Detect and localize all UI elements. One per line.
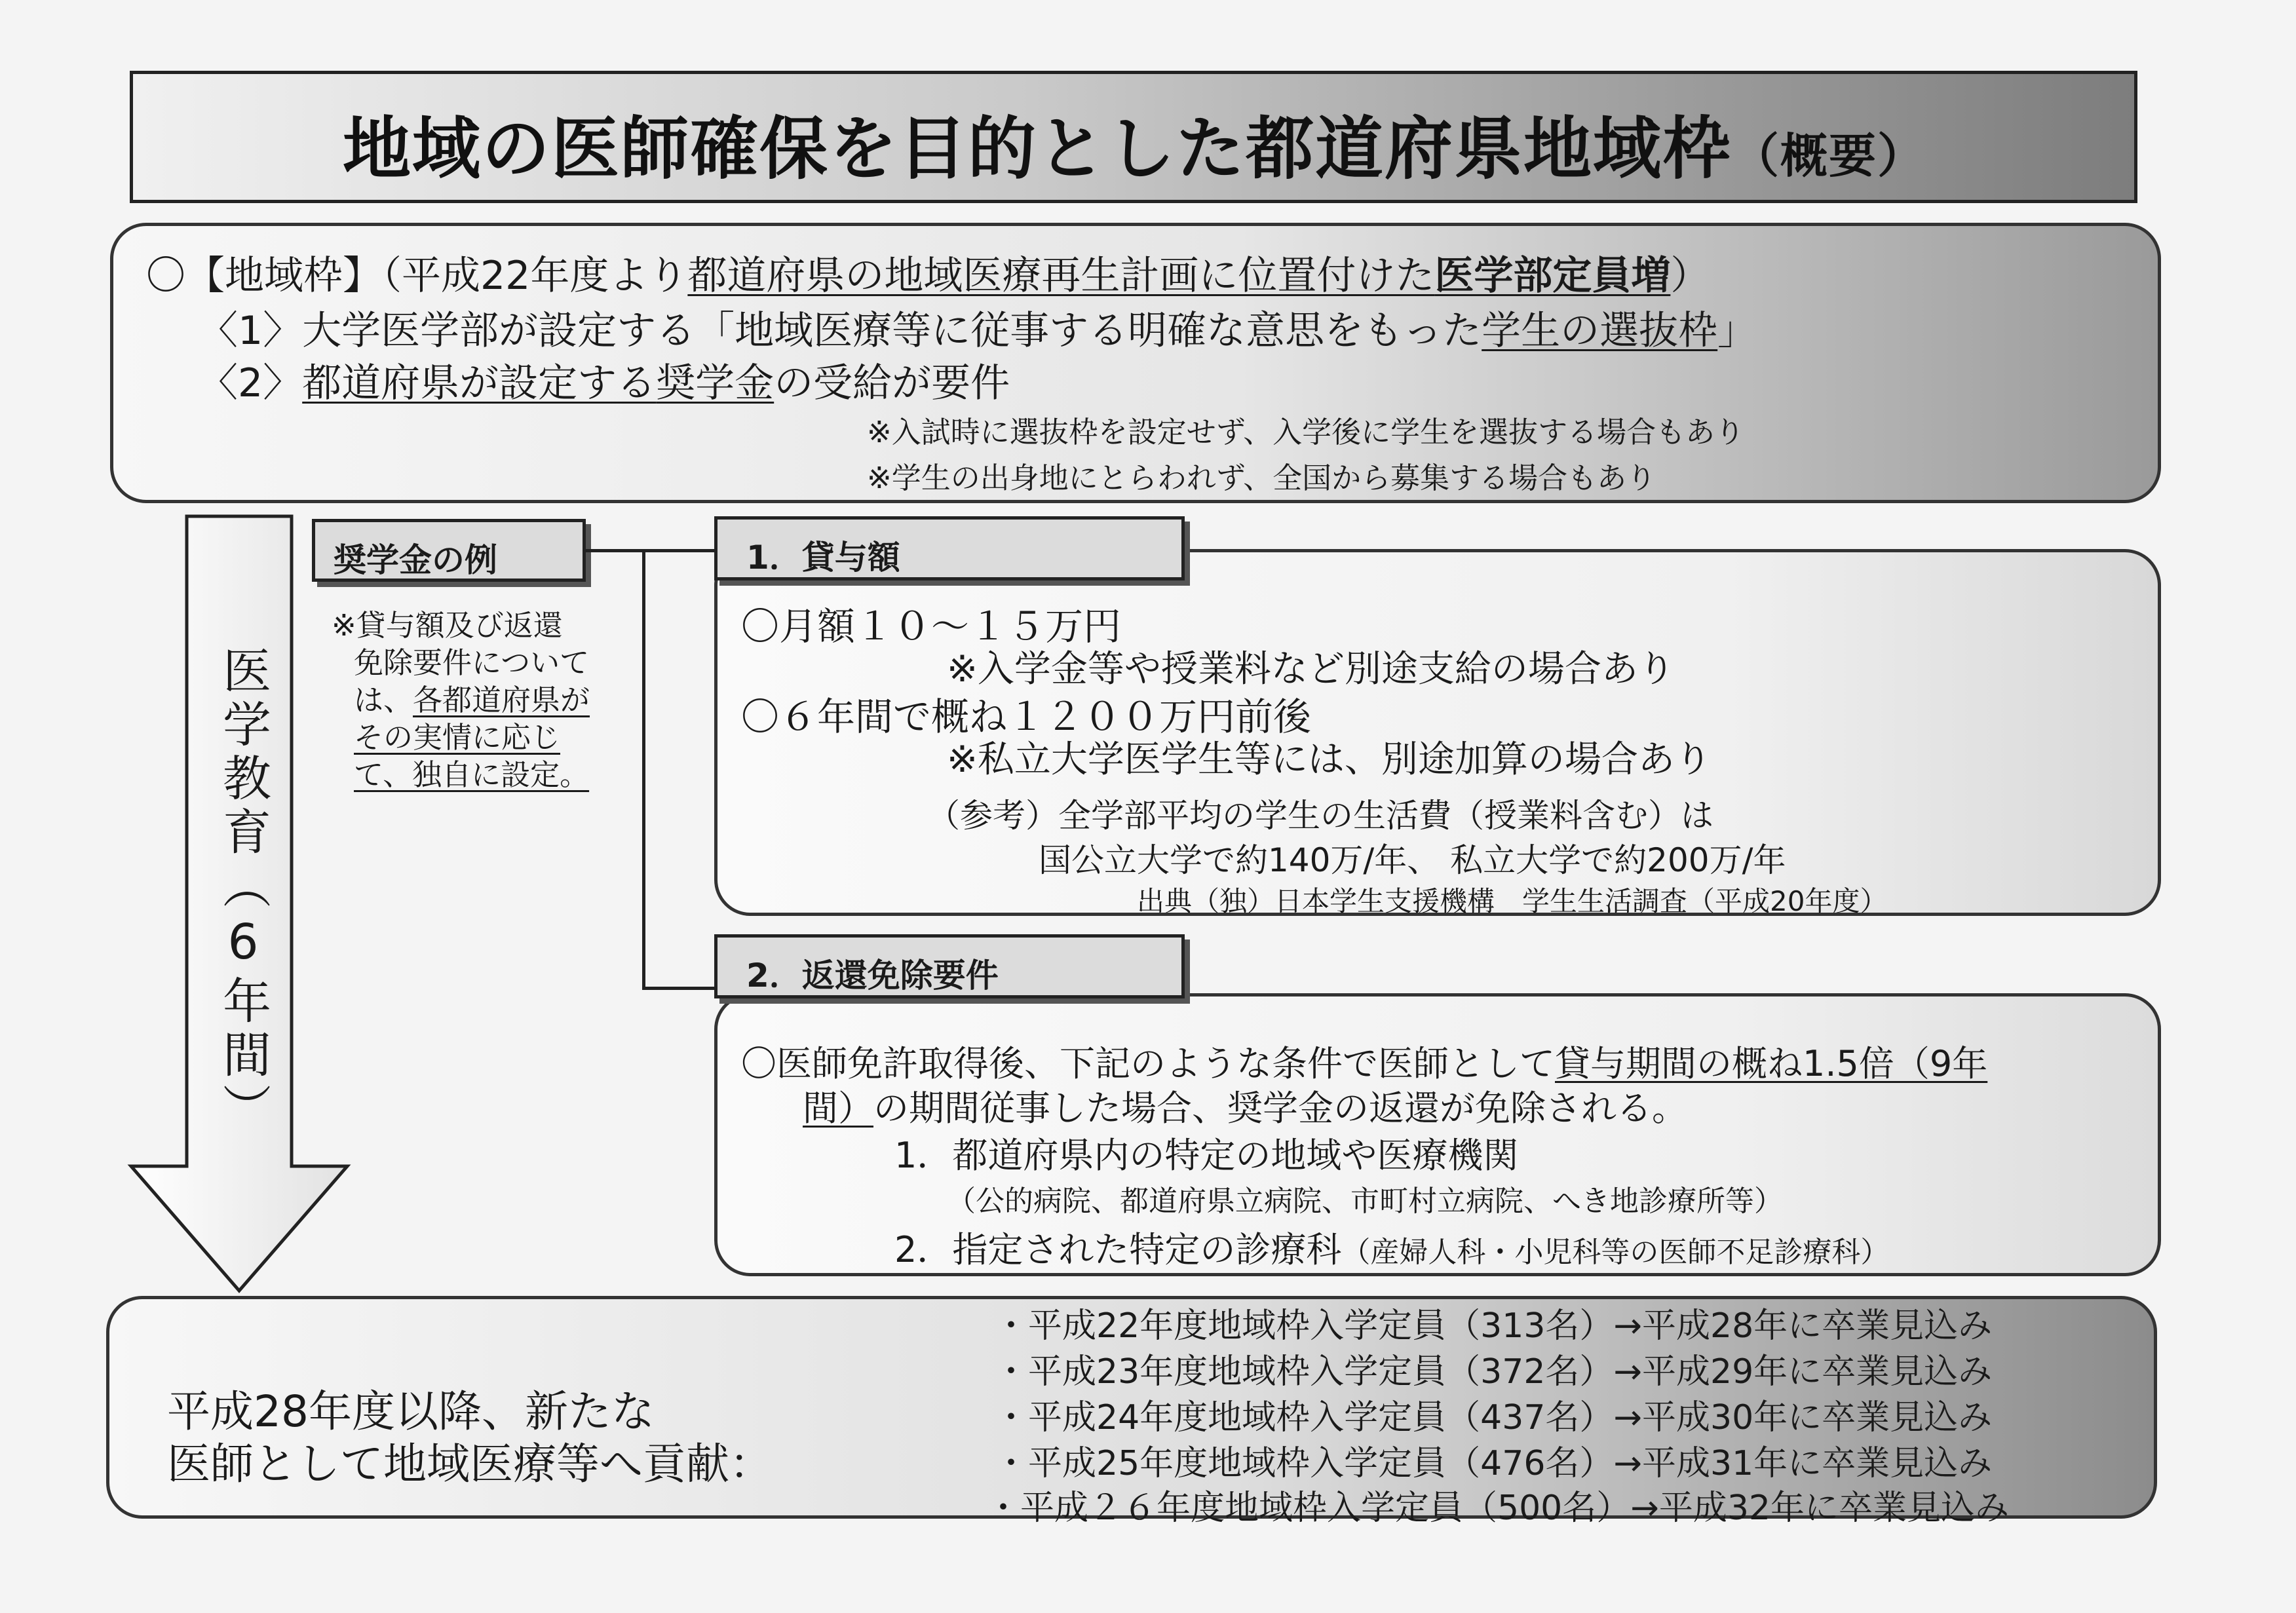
graduation-row: ・平成25年度地域枠入学定員（476名）→平成31年に卒業見込み xyxy=(994,1444,1993,1483)
exemption-line-2: 間）の期間従事した場合、奨学金の返還が免除される。 xyxy=(803,1088,1687,1129)
title-suffix: （概要） xyxy=(1732,128,1926,183)
lending-ref-1: （参考）全学部平均の学生の生活費（授業料含む）は xyxy=(927,797,1713,835)
page-title: 地域の医師確保を目的とした都道府県地域枠（概要） xyxy=(343,109,1926,189)
connector-line-vertical xyxy=(642,549,645,989)
contribution-line-2: 医師として地域医療等へ貢献： xyxy=(167,1439,773,1489)
connector-line-exempt xyxy=(642,987,714,990)
chiikiwaku-item-1: 〈1〉大学医学部が設定する「地域医療等に従事する明確な意思をもった学生の選抜枠」 xyxy=(199,308,1757,354)
exemption-box xyxy=(714,993,2161,1276)
exemption-condition-2: 2．指定された特定の診療科（産婦人科・小児科等の医師不足診療科） xyxy=(894,1229,1890,1270)
graduation-outlook-box xyxy=(106,1296,2157,1528)
chiikiwaku-heading: 〇【地域枠】（平成22年度より都道府県の地域医療再生計画に位置付けた医学部定員増） xyxy=(146,253,1710,299)
lending-amount-box xyxy=(714,549,2161,916)
education-period-label: 医学教育（6年間） xyxy=(215,645,271,1137)
lending-line-1: 〇月額１０～１５万円 xyxy=(741,604,1122,649)
exemption-line-1: 〇医師免許取得後、下記のような条件で医師として貸与期間の概ね1.5倍（9年 xyxy=(741,1043,1988,1084)
exemption-condition-1-note: （公的病院、都道府県立病院、市町村立病院、へき地診療所等） xyxy=(947,1185,1783,1218)
exemption-label: 2．返還免除要件 xyxy=(714,934,1185,998)
scholarship-example-label: 奨学金の例 xyxy=(312,519,586,582)
lending-line-2: ※入学金等や授業料など別途支給の場合あり xyxy=(947,648,1675,691)
exemption-condition-1: 1．都道府県内の特定の地域や医療機関 xyxy=(894,1135,1519,1176)
connector-line xyxy=(586,549,714,552)
chiikiwaku-box xyxy=(110,223,2161,503)
graduation-row: ・平成23年度地域枠入学定員（372名）→平成29年に卒業見込み xyxy=(994,1352,1993,1392)
lending-ref-2: 国公立大学で約140万/年、 私立大学で約200万/年 xyxy=(1039,841,1786,879)
chiikiwaku-note-1: ※入試時に選抜枠を設定せず、入学後に学生を選抜する場合もあり xyxy=(867,415,1745,449)
scholarship-note: ※貸与額及び返還 免除要件について は、各都道府県が その実情に応じ て、独自に設定。 xyxy=(332,608,590,792)
contribution-line-1: 平成28年度以降、新たな xyxy=(167,1386,655,1437)
graduation-row: ・平成24年度地域枠入学定員（437名）→平成30年に卒業見込み xyxy=(994,1398,1993,1437)
lending-amount-label: 1．貸与額 xyxy=(714,516,1185,580)
lending-line-4: ※私立大学医学生等には、別途加算の場合あり xyxy=(947,738,1712,781)
lending-line-3: 〇６年間で概ね１２００万円前後 xyxy=(741,694,1312,739)
lending-ref-source: 出典（独）日本学生支援機構 学生生活調査（平成20年度） xyxy=(1137,885,1888,917)
graduation-row: ・平成22年度地域枠入学定員（313名）→平成28年に卒業見込み xyxy=(994,1306,1993,1346)
title-banner xyxy=(130,71,2137,203)
chiikiwaku-note-2: ※学生の出身地にとらわれず、全国から募集する場合もあり xyxy=(867,461,1656,495)
chiikiwaku-item-2: 〈2〉都道府県が設定する奨学金の受給が要件 xyxy=(199,360,1010,406)
graduation-row: ・平成２６年度地域枠入学定員（500名）→平成32年に卒業見込み xyxy=(986,1489,2009,1528)
